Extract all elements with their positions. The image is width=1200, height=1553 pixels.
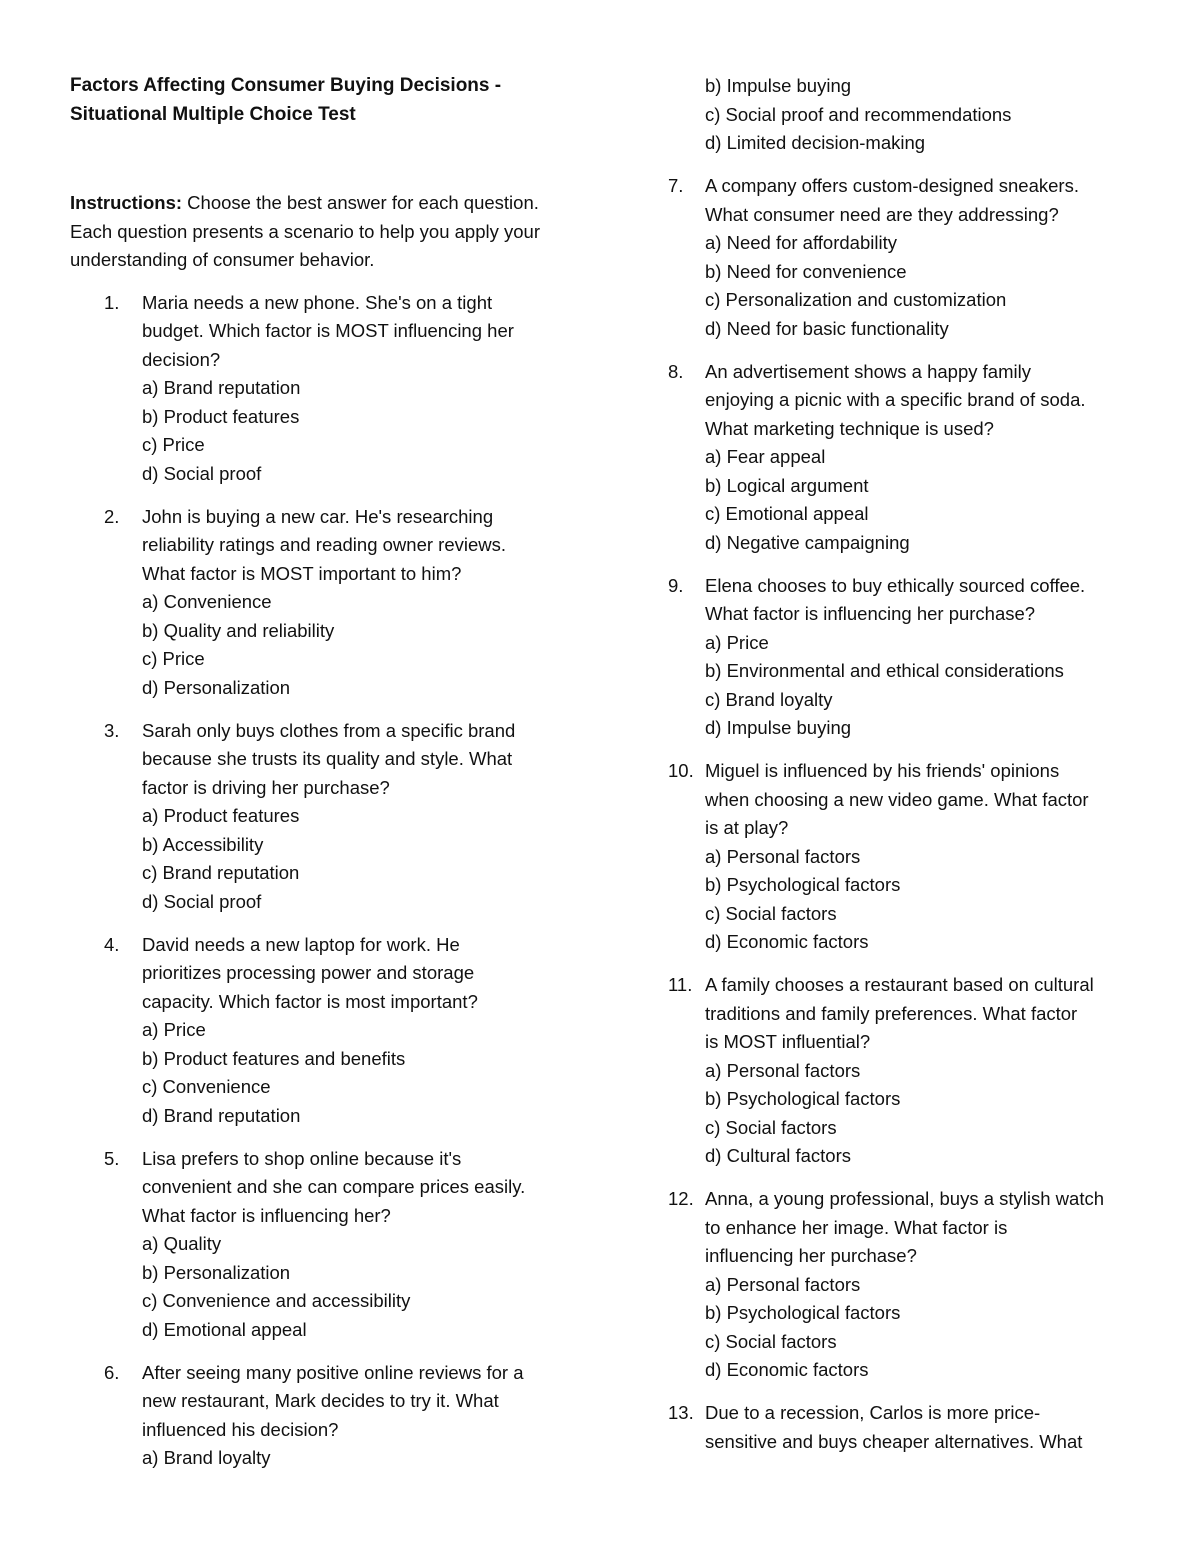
question-item: [668, 1399, 1138, 1456]
answer-option: c) Brand reputation: [142, 862, 300, 883]
question-stem-line: traditions and family preferences. What factor: [705, 1002, 1078, 1024]
answer-option: c) Social factors: [705, 1116, 837, 1138]
question-item: [70, 931, 570, 1131]
question-stem-line: to enhance her image. What factor is: [705, 1216, 1008, 1238]
answer-option: a) Personal factors: [705, 1059, 861, 1081]
answer-option: c) Convenience and accessibility: [142, 1290, 411, 1311]
question-item: [70, 1359, 570, 1473]
answer-option: d) Economic factors: [705, 931, 869, 952]
question-6-continued-options: [668, 72, 1138, 158]
title-line-2: Situational Multiple Choice Test: [70, 103, 356, 125]
answer-option: c) Social factors: [705, 902, 837, 924]
question-stem-line: Anna, a young professional, buys a stylish watch: [705, 1188, 1105, 1209]
question-stem-line: decision?: [142, 348, 221, 370]
answer-option: a) Product features: [142, 805, 300, 826]
question-stem-line: budget. Which factor is MOST influencing her: [142, 320, 514, 341]
question-stem-line: What factor is influencing her?: [142, 1204, 391, 1226]
answer-option: b) Quality and reliability: [142, 619, 335, 641]
answer-option: a) Fear appeal: [705, 446, 826, 467]
answer-option: a) Brand loyalty: [142, 1447, 271, 1468]
answer-option: d) Cultural factors: [705, 1145, 851, 1166]
instructions-label: Instructions:: [70, 192, 183, 213]
question-item: [668, 1185, 1138, 1385]
instructions-text: Choose the best answer for each question. Each question presents a scenario to help you apply your understanding of consumer behavior.: [70, 192, 540, 270]
answer-option: c) Convenience: [142, 1076, 271, 1097]
answer-option: b) Accessibility: [142, 833, 264, 855]
question-number: 12.: [668, 1188, 694, 1209]
answer-option: d) Need for basic functionality: [705, 317, 949, 339]
question-stem-line: factor is driving her purchase?: [142, 776, 390, 798]
answer-option: b) Impulse buying: [705, 75, 852, 96]
question-number: 4.: [104, 933, 120, 955]
question-stem-line: is at play?: [705, 817, 789, 838]
question-stem-line: reliability ratings and reading owner reviews.: [142, 534, 507, 555]
question-number: 6.: [104, 1361, 120, 1383]
question-item: [70, 289, 570, 489]
question-list-left: [70, 289, 570, 1473]
answer-option: b) Environmental and ethical considerations: [705, 660, 1064, 681]
question-stem-line: David needs a new laptop for work. He: [142, 933, 460, 955]
question-stem-line: convenient and she can compare prices easily.: [142, 1176, 526, 1197]
question-stem-line: Sarah only buys clothes from a specific brand: [142, 719, 516, 741]
question-stem-line: is MOST influential?: [705, 1031, 871, 1052]
question-stem-line: Elena chooses to buy ethically sourced coffee.: [705, 574, 1086, 596]
question-stem-line: A company offers custom-designed sneakers.: [705, 175, 1079, 196]
question-stem-line: A family chooses a restaurant based on cultural: [705, 974, 1094, 995]
question-item: [668, 971, 1138, 1171]
answer-option: d) Social proof: [142, 462, 262, 484]
answer-option: b) Personalization: [142, 1261, 291, 1283]
question-stem-line: What factor is MOST important to him?: [142, 562, 462, 584]
question-stem-line: enjoying a picnic with a specific brand of soda.: [705, 389, 1086, 410]
question-number: 10.: [668, 760, 694, 781]
answer-option: b) Product features: [142, 405, 300, 427]
question-number: 1.: [104, 291, 120, 313]
answer-option: b) Psychological factors: [705, 874, 901, 895]
question-item: [668, 358, 1138, 558]
question-item: [668, 757, 1138, 957]
answer-option: c) Emotional appeal: [705, 503, 869, 524]
answer-option: d) Impulse buying: [705, 717, 852, 738]
question-number: 7.: [668, 175, 684, 196]
question-stem-line: sensitive and buys cheaper alternatives. What: [705, 1430, 1083, 1452]
answer-option: b) Logical argument: [705, 474, 869, 496]
question-number: 5.: [104, 1147, 120, 1169]
answer-option: a) Personal factors: [705, 1273, 861, 1295]
question-stem-line: John is buying a new car. He's researching: [142, 505, 494, 527]
question-item: [668, 172, 1138, 343]
answer-option: d) Brand reputation: [142, 1104, 301, 1126]
answer-option: a) Convenience: [142, 591, 272, 612]
answer-option: d) Economic factors: [705, 1359, 869, 1380]
left-column: [70, 72, 570, 1487]
question-stem-line: What factor is influencing her purchase?: [705, 603, 1036, 624]
question-number: 13.: [668, 1402, 694, 1423]
question-stem-line: What marketing technique is used?: [705, 417, 994, 439]
answer-option: a) Personal factors: [705, 845, 861, 867]
page-title: [70, 72, 570, 129]
answer-option: b) Product features and benefits: [142, 1047, 406, 1069]
answer-option: a) Need for affordability: [705, 232, 897, 253]
answer-option: c) Personalization and customization: [705, 289, 1007, 310]
answer-option: a) Quality: [142, 1233, 222, 1254]
question-stem-line: An advertisement shows a happy family: [705, 360, 1031, 382]
answer-option: d) Limited decision-making: [705, 132, 926, 153]
question-number: 3.: [104, 719, 120, 741]
question-number: 9.: [668, 574, 684, 596]
answer-option: d) Social proof: [142, 890, 262, 912]
instructions: [70, 189, 570, 275]
question-item: [668, 572, 1138, 743]
answer-option: d) Personalization: [142, 676, 291, 698]
answer-option: c) Social proof and recommendations: [705, 103, 1012, 125]
answer-option: a) Price: [705, 631, 769, 653]
answer-option: c) Price: [142, 648, 205, 669]
question-item: [70, 503, 570, 703]
answer-option: d) Negative campaigning: [705, 531, 910, 553]
question-item: [70, 717, 570, 917]
question-stem-line: prioritizes processing power and storage: [142, 962, 475, 983]
answer-option: b) Psychological factors: [705, 1302, 901, 1323]
question-stem-line: Due to a recession, Carlos is more price-: [705, 1402, 1041, 1423]
answer-option: b) Psychological factors: [705, 1088, 901, 1109]
question-stem-line: when choosing a new video game. What factor: [705, 788, 1089, 810]
question-stem-line: After seeing many positive online reviews for a: [142, 1361, 524, 1383]
question-item: [70, 1145, 570, 1345]
question-stem-line: influenced his decision?: [142, 1418, 339, 1440]
question-stem-line: Maria needs a new phone. She's on a tight: [142, 291, 493, 313]
question-stem-line: What consumer need are they addressing?: [705, 203, 1059, 225]
answer-option: a) Brand reputation: [142, 377, 301, 398]
question-stem-line: influencing her purchase?: [705, 1245, 917, 1266]
question-stem-line: because she trusts its quality and style. What: [142, 748, 513, 769]
answer-option: c) Price: [142, 434, 205, 455]
question-stem-line: capacity. Which factor is most important?: [142, 990, 478, 1012]
title-line-1: Factors Affecting Consumer Buying Decisions -: [70, 75, 502, 96]
answer-option: a) Price: [142, 1019, 206, 1040]
question-number: 8.: [668, 360, 684, 382]
answer-option: c) Social factors: [705, 1330, 837, 1352]
right-column: [668, 72, 1138, 1471]
question-stem-line: Miguel is influenced by his friends' opinions: [705, 760, 1060, 781]
question-number: 2.: [104, 505, 120, 527]
question-stem-line: Lisa prefers to shop online because it's: [142, 1147, 462, 1169]
question-number: 11.: [668, 974, 693, 995]
answer-option: d) Emotional appeal: [142, 1318, 307, 1340]
question-stem-line: new restaurant, Mark decides to try it. What: [142, 1390, 499, 1411]
answer-option: c) Brand loyalty: [705, 688, 833, 710]
answer-option: b) Need for convenience: [705, 260, 907, 282]
question-list-right: [668, 172, 1138, 1456]
